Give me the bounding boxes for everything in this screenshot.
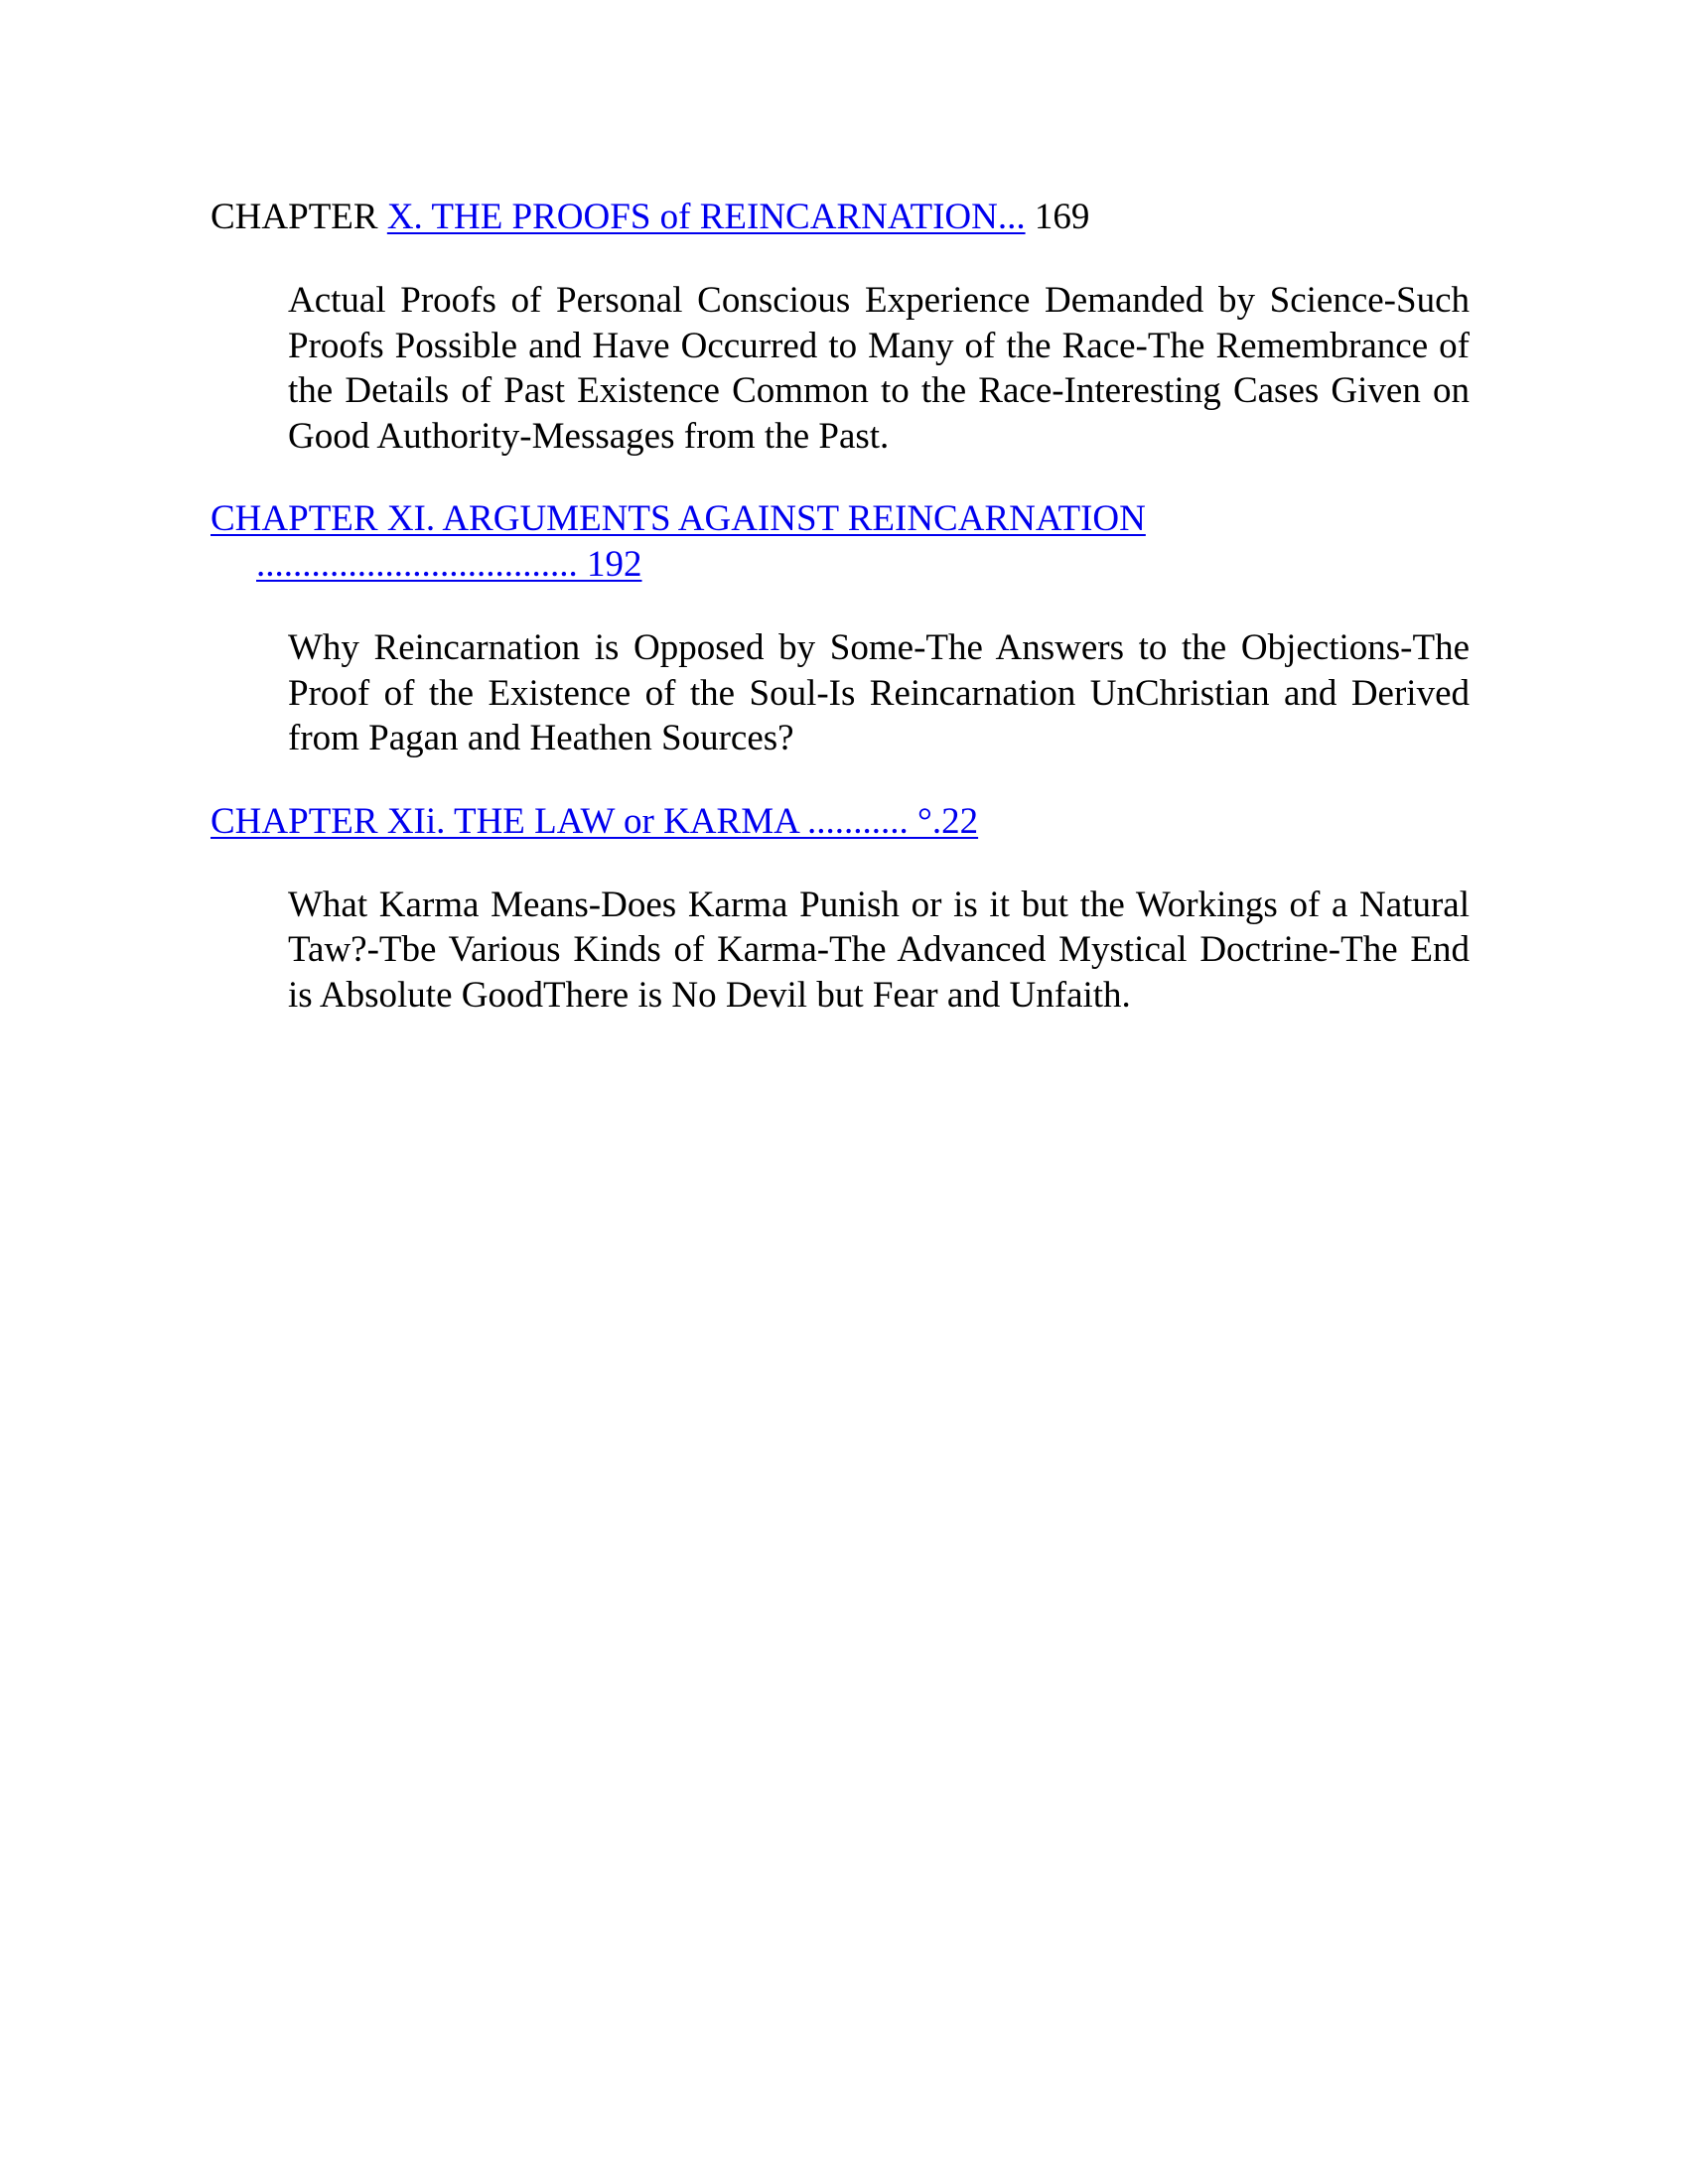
toc-entry-chapter-12 — [211, 799, 1472, 845]
chapter-prefix: CHAPTER — [211, 197, 387, 237]
chapter-11-link-title: CHAPTER XI. ARGUMENTS AGAINST REINCARNATION — [211, 498, 1146, 539]
chapter-10-summary: Actual Proofs of Personal Conscious Experience Demanded by Science-Such Proofs Possible and Have Occurred to Many of the Race-The Remembrance of the Details of Past Existence Common to the Race-Interesting Cases Given on Good Authority-Messages from the Past. — [288, 280, 1470, 457]
toc-entry-chapter-10 — [211, 195, 1472, 240]
chapter-10-page-number: 169 — [1025, 197, 1090, 237]
chapter-11-link-page: ................................... 192 — [256, 544, 642, 585]
chapter-11-summary: Why Reincarnation is Opposed by Some-The Answers to the Objections-The Proof of the Existence of the Soul-Is Reincarnation UnChristian and Derived from Pagan and Heathen Sources? — [288, 627, 1470, 758]
toc-entry-chapter-11 — [211, 496, 1472, 588]
toc-page — [211, 195, 1472, 1018]
chapter-11-link[interactable] — [211, 498, 1472, 588]
chapter-12-summary: What Karma Means-Does Karma Punish or is it but the Workings of a Natural Taw?-Tbe Various Kinds of Karma-The Advanced Mystical Doctrine-The End is Absolute GoodThere is No Devil but Fear and Unfaith. — [288, 884, 1470, 1016]
chapter-10-link[interactable]: X. THE PROOFS of REINCARNATION... — [386, 197, 1026, 237]
chapter-12-link[interactable]: CHAPTER XIi. THE LAW or KARMA ........... °.22 — [211, 800, 979, 842]
